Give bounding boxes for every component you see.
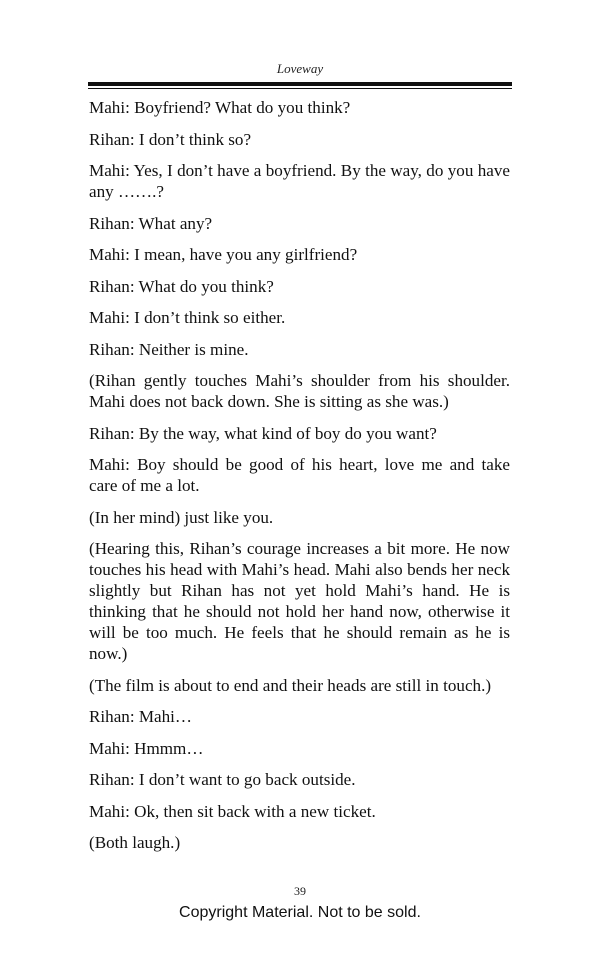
page-body <box>89 97 510 864</box>
stage-direction: (Both laugh.) <box>89 833 181 852</box>
dialogue-line: Mahi: Yes, I don’t have a boyfriend. By the way, do you have any …….? <box>89 161 510 201</box>
stage-direction: (The film is about to end and their heads are still in touch.) <box>89 675 492 695</box>
dialogue-line: Mahi: I don’t think so either. <box>89 308 286 327</box>
dialogue-line: Rihan: What do you think? <box>89 276 274 296</box>
copyright-notice: Copyright Material. Not to be sold. <box>179 904 421 921</box>
dialogue-line: Rihan: I don’t want to go back outside. <box>89 770 356 789</box>
stage-direction: (In her mind) just like you. <box>89 507 274 527</box>
page-number: 39 <box>294 884 306 898</box>
stage-direction: (Rihan gently touches Mahi’s shoulder from his shoulder. Mahi does not back down. She is sitting as she was.) <box>89 371 510 411</box>
dialogue-line: Rihan: By the way, what kind of boy do you want? <box>89 423 437 443</box>
dialogue-line: Mahi: Hmmm… <box>89 738 204 758</box>
header-rule-thick <box>88 82 512 86</box>
dialogue-line: Rihan: I don’t think so? <box>89 129 252 149</box>
dialogue-line: Rihan: Neither is mine. <box>89 339 249 359</box>
dialogue-line: Rihan: What any? <box>89 213 213 233</box>
dialogue-line: Mahi: I mean, have you any girlfriend? <box>89 245 358 264</box>
dialogue-line: Mahi: Boy should be good of his heart, love me and take care of me a lot. <box>89 455 510 495</box>
running-header: Loveway <box>276 61 324 76</box>
dialogue-line: Mahi: Ok, then sit back with a new ticket. <box>89 801 376 821</box>
dialogue-line: Mahi: Boyfriend? What do you think? <box>89 98 351 117</box>
stage-direction: (Hearing this, Rihan’s courage increases a bit more. He now touches his head with Mahi’s head. Mahi also bends her neck slightly but Rihan has not yet hold Mahi’s hand. He is thinking that he should not hold her hand now, otherwise it will be too much. He feels that he should remain as he is now.) <box>89 539 510 663</box>
header-rule-thin <box>88 88 512 89</box>
dialogue-line: Rihan: Mahi… <box>89 707 193 726</box>
